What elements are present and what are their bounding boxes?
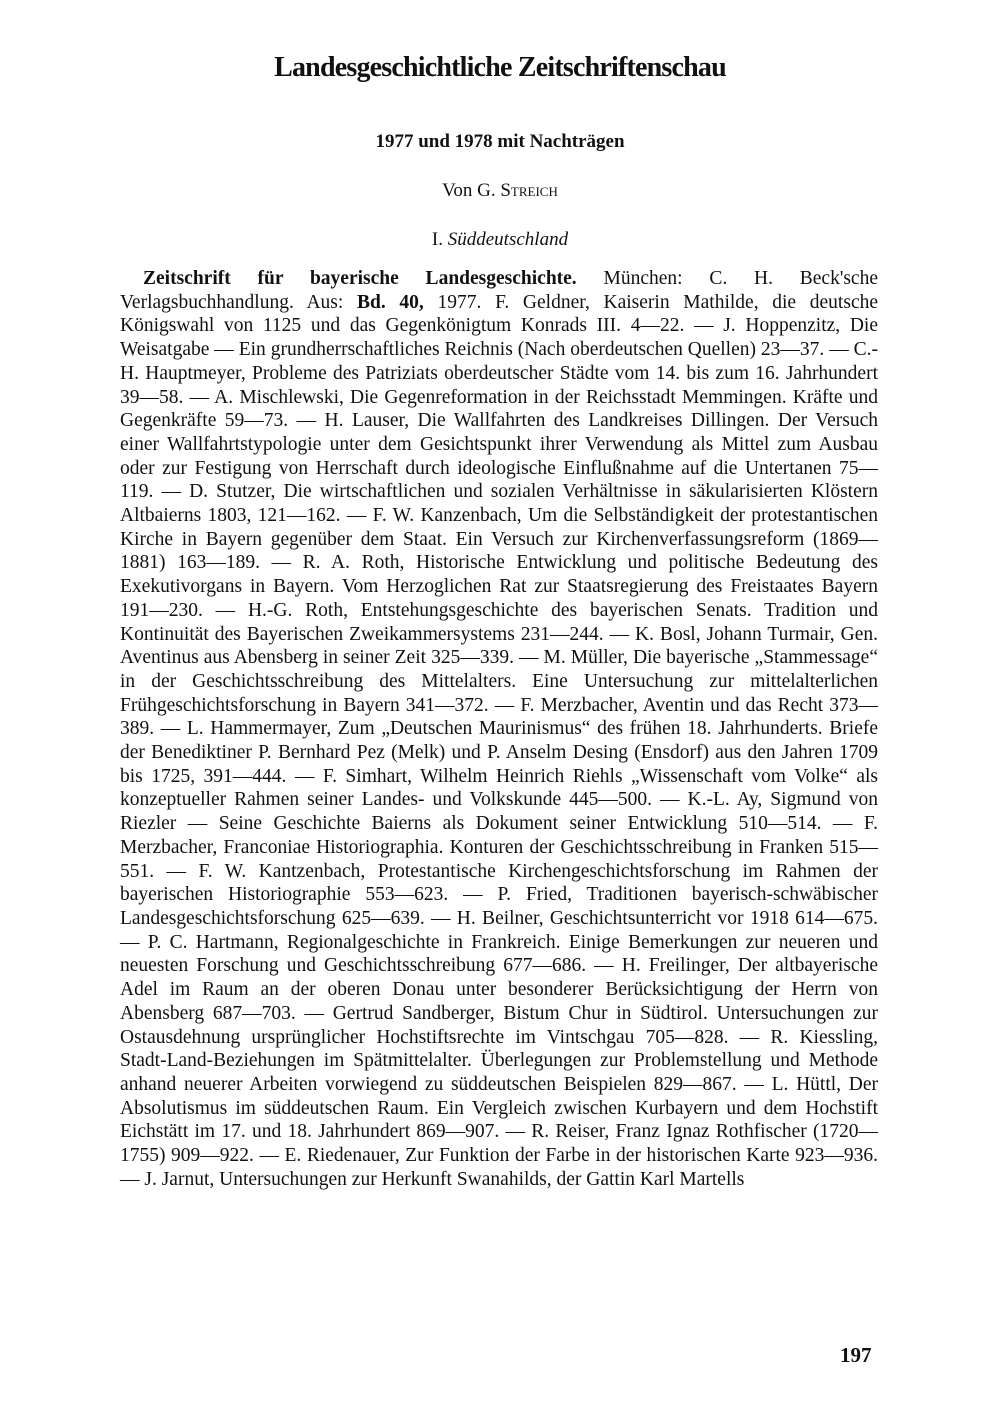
- journal-name: Zeitschrift für bayerische Landesgeschichte.: [143, 268, 577, 289]
- section-heading: [0, 229, 1000, 251]
- page-number: 197: [840, 1343, 872, 1367]
- entry-text: 1977. F. Geldner, Kaiserin Mathilde, die deutsche Königswahl von 1125 und das Gegenkönigtum Konrads III. 4—22. — J. Hoppenzitz, Die Weisatgabe — Ein grundherrschaftliches Reichnis (Nach oberdeutschen Quellen) 23—37. — C.-H. Hauptmeyer, Probleme des Patriziats oberdeutscher Städte vom 14. bis zum 16. Jahrhundert 39—58. — A. Mischlewski, Die Gegenreformation in der Reichsstadt Memmingen. Kräfte und Gegenkräfte 59—73. — H. Lauser, Die Wallfahrten des Landkreises Dillingen. Der Versuch einer Wallfahrtstypologie unter dem Gesichtspunkt ihrer Verwendung als Mittel zum Ausbau oder zur Festigung von Herrschaft durch ideologische Einflußnahme auf die Untertanen 75—119. — D. Stutzer, Die wirtschaftlichen und sozialen Verhältnisse in säkularisierten Klöstern Altbaierns 1803, 121—162. — F. W. Kanzenbach, Um die Selbständigkeit der protestantischen Kirche in Bayern gegenüber dem Staat. Ein Versuch zur Kirchenverfassungsreform (1869—1881) 163—189. — R. A. Roth, Historische Entwicklung und politische Bedeutung des Exekutivorgans in Bayern. Vom Herzoglichen Rat zur Staatsregierung des Freistaates Bayern 191—230. — H.-G. Roth, Entstehungsgeschichte des bayerischen Senats. Tradition und Kontinuität des Bayerischen Zweikammersystems 231—244. — K. Bosl, Johann Turmair, Gen. Aventinus aus Abensberg in seiner Zeit 325—339. — M. Müller, Die bayerische „Stammessage“ in der Geschichtsschreibung des Mittelalters. Eine Untersuchung zur mittelalterlichen Frühgeschichtsforschung in Bayern 341—372. — F. Merzbacher, Aventin und das Recht 373—389. — L. Hammermayer, Zum „Deutschen Maurinismus“ des frühen 18. Jahrhunderts. Briefe der Benediktiner P. Bernhard Pez (Melk) und P. Anselm Desing (Ensdorf) aus den Jahren 1709 bis 1725, 391—444. — F. Simhart, Wilhelm Heinrich Riehls „Wissenschaft vom Volke“ als konzeptueller Rahmen seiner Landes- und Volkskunde 445—500. — K.-L. Ay, Sigmund von Riezler — Seine Geschichte Baierns als Dokument seiner Entwicklung 510—514. — F. Merzbacher, Franconiae Historiographia. Konturen der Geschichtsschreibung in Franken 515—551. — F. W. Kantzenbach, Protestantische Kirchengeschichtsforschung im Rahmen der bayerischen Historiographie 553—623. — P. Fried, Traditionen bayerisch-schwäbischer Landesgeschichtsforschung 625—639. — H. Beilner, Geschichtsunterricht vor 1918 614—675. — P. C. Hartmann, Regionalgeschichte in Frankreich. Einige Bemerkungen zur neueren und neuesten Forschung und Geschichtsschreibung 677—686. — H. Freilinger, Der altbayerische Adel im Raum an der oberen Donau unter besonderer Berücksichtigung der Herrn von Abensberg 687—703. — Gertrud Sandberger, Bistum Chur in Südtirol. Untersuchungen zur Ostausdehnung ursprünglicher Hochstiftsrechte im Vintschgau 705—828. — R. Kiessling, Stadt-Land-Beziehungen im Spätmittelalter. Überlegungen zur Problemstellung und Methode anhand neuerer Arbeiten vorwiegend zu süddeutschen Beispielen 829—867. — L. Hüttl, Der Absolutismus im süddeutschen Raum. Ein Vergleich zwischen Kurbayern und dem Hochstift Eichstätt im 17. und 18. Jahrhundert 869—907. — R. Reiser, Franz Ignaz Rothfischer (1720—1755) 909—922. — E. Riedenauer, Zur Funktion der Farbe in der historischen Karte 923—936. — J. Jarnut, Untersuchungen zur Herkunft Swanahilds, der Gattin Karl Martells: [120, 291, 879, 1190]
- publisher-info: München: C. H. Beck'sche Verlagsbuchhandlung. Aus:: [120, 268, 878, 313]
- page-subtitle: 1977 und 1978 mit Nachträgen: [375, 131, 625, 152]
- author-name: Streich: [500, 180, 558, 201]
- section-title: Süddeutschland: [447, 229, 569, 250]
- volume-label: Bd. 40,: [357, 291, 424, 313]
- body-text: [120, 267, 878, 1191]
- page-title: Landesgeschichtliche Zeitschriftenschau: [274, 52, 726, 83]
- author-prefix: Von G.: [442, 180, 501, 201]
- journal-entry: [120, 267, 878, 1191]
- author-line: [0, 180, 1000, 202]
- section-number: I.: [431, 229, 448, 250]
